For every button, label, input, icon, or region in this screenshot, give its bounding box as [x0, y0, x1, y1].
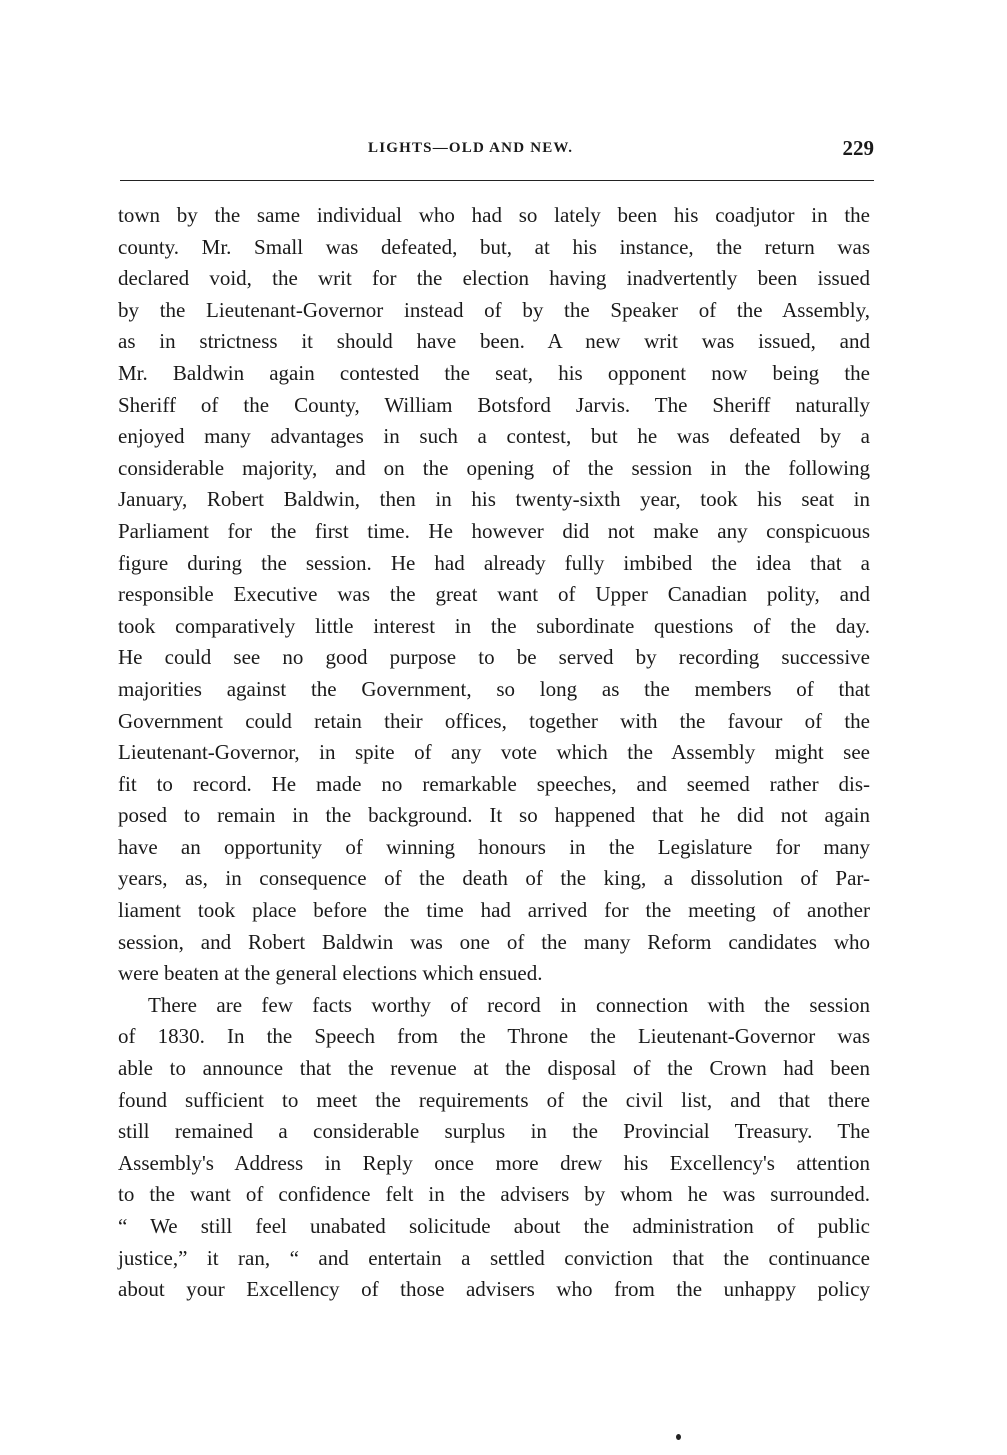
running-header [118, 136, 878, 166]
text-line: town by the same individual who had so lately been his coadjutor in the [118, 203, 870, 227]
header-rule [120, 180, 874, 181]
text-line: have an opportunity of winning honours in the Legislature for many [118, 834, 870, 859]
page-number: 229 [842, 136, 874, 160]
text-line: years, as, in consequence of the death of the king, a dissolution of Par- [118, 866, 870, 891]
paragraph [118, 990, 870, 1306]
text-line: able to announce that the revenue at the disposal of the Crown had been [118, 1056, 870, 1081]
text-line: liament took place before the time had arrived for the meeting of another [118, 898, 870, 923]
text-line: about your Excellency of those advisers who from the unhappy policy [118, 1277, 870, 1302]
text-line: Government could retain their offices, together with the favour of the [118, 708, 870, 733]
text-line: enjoyed many advantages in such a contest, but he was defeated by a [118, 424, 870, 449]
text-line: as in strictness it should have been. A new writ was issued, and [118, 329, 870, 354]
text-line: justice,” it ran, “ and entertain a settled conviction that the continuance [118, 1245, 870, 1270]
text-line: fit to record. He made no remarkable speeches, and seemed rather dis- [118, 771, 870, 796]
text-line: considerable majority, and on the opening of the session in the following [118, 455, 870, 480]
text-line: found sufficient to meet the requirements of the civil list, and that there [118, 1087, 870, 1112]
text-line: responsible Executive was the great want of Upper Canadian polity, and [118, 582, 870, 607]
text-line: “ We still feel unabated solicitude about the administration of public [118, 1214, 870, 1238]
text-line: figure during the session. He had already fully imbibed the idea that a [118, 550, 870, 575]
text-line: posed to remain in the background. It so happened that he did not again [118, 803, 870, 828]
text-line: to the want of confidence felt in the advisers by whom he was surrounded. [118, 1182, 870, 1207]
text-line: took comparatively little interest in the subordinate questions of the day. [118, 613, 870, 638]
text-line: Mr. Baldwin again contested the seat, his opponent now being the [118, 360, 870, 385]
text-line: There are few facts worthy of record in connection with the session [148, 992, 870, 1017]
text-line: of 1830. In the Speech from the Throne the Lieutenant-Governor was [118, 1024, 870, 1049]
ink-speck [676, 1434, 681, 1440]
text-line: declared void, the writ for the election having inadvertently been issued [118, 266, 870, 291]
text-line: session, and Robert Baldwin was one of the many Reform candidates who [118, 929, 870, 954]
body-text [118, 200, 870, 1306]
running-title: LIGHTS—OLD AND NEW. [368, 140, 574, 156]
text-line: He could see no good purpose to be served by recording successive [118, 645, 870, 670]
text-line: by the Lieutenant-Governor instead of by the Speaker of the Assembly, [118, 297, 870, 322]
paragraph [118, 200, 870, 990]
text-line: January, Robert Baldwin, then in his twenty-sixth year, took his seat in [118, 487, 870, 512]
text-line: Assembly's Address in Reply once more drew his Excellency's attention [118, 1150, 870, 1175]
text-line: were beaten at the general elections which ensued. [118, 961, 543, 986]
text-line: county. Mr. Small was defeated, but, at his instance, the return was [118, 234, 870, 259]
text-line: Parliament for the first time. He however did not make any conspicuous [118, 518, 870, 543]
text-line: still remained a considerable surplus in the Provincial Treasury. The [118, 1119, 870, 1144]
text-line: majorities against the Government, so long as the members of that [118, 676, 870, 701]
text-line: Sheriff of the County, William Botsford Jarvis. The Sheriff naturally [118, 392, 870, 417]
text-line: Lieutenant-Governor, in spite of any vote which the Assembly might see [118, 740, 870, 765]
